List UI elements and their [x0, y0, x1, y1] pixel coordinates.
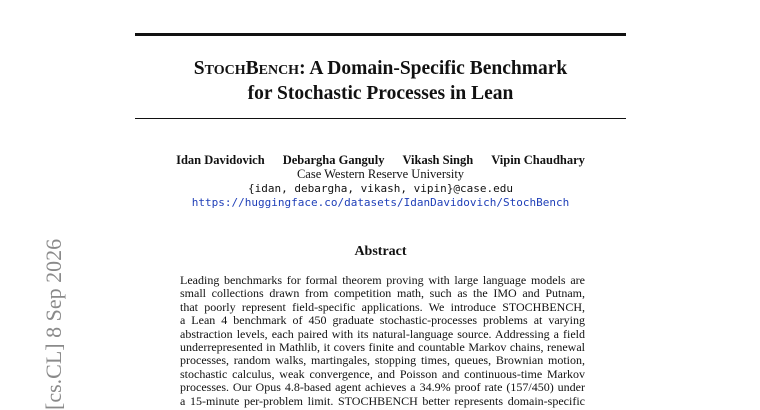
- abstract-heading: Abstract: [354, 244, 407, 259]
- title-bottom-rule: [135, 118, 626, 119]
- abstract-body: [180, 274, 585, 408]
- title-line-2: for Stochastic Processes in Lean: [247, 83, 514, 104]
- title-line-1-rest: : A Domain-Specific Benchmark: [299, 58, 568, 79]
- abstract-line: Leading benchmarks for formal theorem proving with large language models are: [180, 273, 585, 287]
- author-name: Idan Davidovich: [176, 153, 265, 167]
- abstract-line: small collections drawn from competition math, such as the IMO and Putnam,: [180, 286, 585, 301]
- arxiv-side-stamp: [cs.CL] 8 Sep 2026: [41, 238, 66, 410]
- abstract-line: abstraction levels, each paired with its natural-language source. Addressing a field: [180, 326, 585, 341]
- author-name: Vikash Singh: [402, 153, 474, 167]
- title-name-part-2: Bench: [245, 58, 300, 79]
- author-emails: {idan, debargha, vikash, vipin}@case.edu: [248, 182, 513, 195]
- title-line-1: [135, 56, 626, 81]
- abstract-line: processes. Our Opus 4.8-based agent achieves a 34.9% proof rate (157/450) under: [180, 380, 585, 395]
- title-top-rule: [135, 33, 626, 36]
- dataset-link[interactable]: https://huggingface.co/datasets/IdanDavidovich/StochBench: [191, 196, 570, 209]
- abstract-line: that poorly represent field-specific applications. We introduce STOCHBENCH,: [180, 299, 585, 314]
- affiliation: Case Western Reserve University: [296, 167, 465, 181]
- abstract-line: processes, random walks, martingales, stopping times, queues, Brownian motion,: [180, 353, 585, 368]
- paper-title: [135, 56, 626, 106]
- title-name-part-1: Stoch: [193, 58, 246, 79]
- abstract-line: a 15-minute per-problem limit. STOCHBENCH better represents domain-specific: [180, 393, 585, 408]
- author-name: Vipin Chaudhary: [491, 153, 585, 167]
- abstract-line: stochastic calculus, weak convergence, and Poisson and continuous-time Markov: [180, 366, 585, 381]
- author-name: Debargha Ganguly: [282, 153, 385, 167]
- abstract-line: underrepresented in Mathlib, it covers finite and countable Markov chains, renewal: [180, 340, 585, 355]
- author-list: [135, 152, 626, 168]
- abstract-line: a Lean 4 benchmark of 450 graduate stochastic-processes problems at varying: [180, 313, 585, 328]
